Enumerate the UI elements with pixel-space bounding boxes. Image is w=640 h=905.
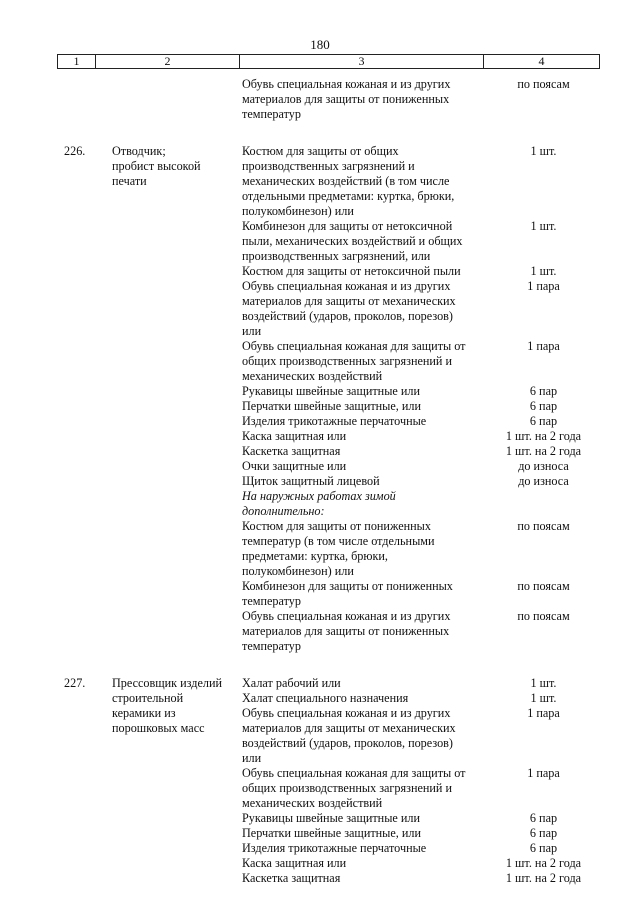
item-line: Обувь специальная кожаная для защиты от [242,766,466,780]
entry-number [0,77,112,122]
quantity-line: 1 шт. на 2 года [505,856,582,870]
item-line: дополнительно: [242,504,325,518]
profession-name [112,144,242,654]
quantity-line: 1 пара [527,339,560,353]
item-line: или [242,751,262,765]
item-line: полукомбинезон) или [242,204,354,218]
quantity-line: 6 пар [529,384,558,398]
item-line: механических воздействий [242,796,383,810]
item-quantity [486,811,601,826]
quantity-line: 6 пар [529,811,558,825]
item-line: Каскетка защитная [242,444,341,458]
item-line: Костюм для защиты от нетоксичной пыли [242,264,461,278]
item-line: пыли, механических воздействий и общих [242,234,463,248]
quantity-line: 1 шт. на 2 года [505,871,582,885]
quantity-line: 1 пара [527,706,560,720]
quantity-line: 1 шт. [530,691,557,705]
quantity-line: 1 шт. на 2 года [505,429,582,443]
item-line: механических воздействий [242,369,383,383]
items-column [242,144,601,654]
table-row [242,77,601,122]
item-quantity [486,414,601,429]
table-row [242,579,601,609]
item-quantity [486,871,601,886]
item-line: Обувь специальная кожаная и из других [242,609,451,623]
profession-name-line: строительной [112,691,184,705]
item-quantity [486,444,601,459]
item-line: Рукавицы швейные защитные или [242,384,420,398]
item-line: Костюм для защиты от общих [242,144,399,158]
item-line: материалов для защиты от пониженных [242,92,450,106]
table-row [242,609,601,654]
item-line: На наружных работах зимой [242,489,396,503]
item-line: воздействий (ударов, проколов, порезов) [242,309,453,323]
item-line: температур [242,639,301,653]
table-row [242,384,601,399]
item-line: Перчатки швейные защитные, или [242,826,422,840]
item-description [242,856,486,871]
item-description [242,144,486,219]
item-line: материалов для защиты от механических [242,294,456,308]
item-line: температур [242,107,301,121]
item-description [242,811,486,826]
table-row [242,144,601,219]
item-description [242,489,486,519]
item-line: материалов для защиты от механических [242,721,456,735]
table-entry [0,77,640,122]
table-entry [0,676,640,886]
item-line: температур (в том числе отдельными [242,534,435,548]
quantity-line: 1 шт. на 2 года [505,444,582,458]
profession-name-line: печати [112,174,147,188]
item-quantity [486,826,601,841]
item-line: Обувь специальная кожаная и из других [242,279,451,293]
item-line: температур [242,594,301,608]
item-line: Каскетка защитная [242,871,341,885]
item-description [242,399,486,414]
item-description [242,459,486,474]
item-quantity [486,519,601,579]
item-quantity [486,766,601,811]
item-description [242,676,486,691]
table-header [57,54,600,69]
item-line: предметами: куртка, брюки, [242,549,388,563]
item-line: Обувь специальная кожаная и из других [242,77,451,91]
table-row [242,811,601,826]
items-column [242,77,601,122]
item-line: Обувь специальная кожаная и из других [242,706,451,720]
table-row [242,264,601,339]
quantity-line: 1 пара [527,766,560,780]
quantity-line: 1 шт. [530,144,557,158]
item-quantity [486,841,601,856]
item-description [242,519,486,579]
quantity-line: 6 пар [529,399,558,413]
table-row [242,489,601,519]
item-quantity [486,579,601,609]
item-line: отдельными предметами: куртка, брюки, [242,189,455,203]
item-line: производственных загрязнений и [242,159,415,173]
item-line: или [242,324,262,338]
table-row [242,856,601,871]
item-quantity [486,219,601,264]
item-quantity [486,459,601,474]
table-row [242,841,601,856]
item-description [242,706,486,766]
item-description [242,77,486,122]
item-line: Перчатки швейные защитные, или [242,399,422,413]
header-col-2: 2 [96,55,240,68]
item-description [242,691,486,706]
item-description [242,264,486,339]
table-row [242,766,601,811]
table-row [242,429,601,444]
item-description [242,219,486,264]
item-description [242,444,486,459]
item-description [242,766,486,811]
table-row [242,519,601,579]
entry-gap [0,122,640,144]
table-row [242,414,601,429]
item-line: Рукавицы швейные защитные или [242,811,420,825]
item-line: производственных загрязнений, или [242,249,431,263]
item-line: Обувь специальная кожаная для защиты от [242,339,466,353]
item-quantity [486,706,601,766]
table-row [242,399,601,414]
item-quantity [486,609,601,654]
table-row [242,444,601,459]
entry-gap [0,654,640,676]
quantity-line: до износа [518,474,569,488]
quantity-line: 6 пар [529,414,558,428]
quantity-line: 1 шт. [530,676,557,690]
item-description [242,609,486,654]
profession-name-line: Отводчик; [112,144,166,158]
profession-name-line: керамики из [112,706,176,720]
table-row [242,676,601,691]
item-quantity [486,339,601,384]
item-description [242,339,486,384]
profession-name-line: пробист высокой [112,159,201,173]
quantity-line: 1 шт. [530,219,557,233]
table-body [0,77,640,886]
item-quantity [486,676,601,691]
item-description [242,474,486,489]
item-line: механических воздействий (в том числе [242,174,450,188]
quantity-line: по поясам [517,609,570,623]
table-row [242,871,601,886]
table-row [242,691,601,706]
table-row [242,474,601,489]
quantity-line: по поясам [517,519,570,533]
quantity-line: 6 пар [529,841,558,855]
item-line: Халат рабочий или [242,676,341,690]
item-quantity [486,399,601,414]
profession-name [112,77,242,122]
item-line: Комбинезон для защиты от нетоксичной [242,219,453,233]
quantity-line: по поясам [517,77,570,91]
item-quantity [486,489,601,519]
item-quantity [486,77,601,122]
item-quantity [486,144,601,219]
table-row [242,459,601,474]
item-description [242,429,486,444]
item-line: полукомбинезон) или [242,564,354,578]
item-description [242,826,486,841]
item-description [242,384,486,399]
item-quantity [486,384,601,399]
item-line: Каска защитная или [242,856,347,870]
item-quantity [486,856,601,871]
table-row [242,339,601,384]
item-line: Костюм для защиты от пониженных [242,519,431,533]
item-line: материалов для защиты от пониженных [242,624,450,638]
item-quantity [486,691,601,706]
item-line: Изделия трикотажные перчаточные [242,414,427,428]
item-line: Халат специального назначения [242,691,409,705]
header-col-1: 1 [58,55,96,68]
item-description [242,871,486,886]
item-description [242,579,486,609]
item-line: воздействий (ударов, проколов, порезов) [242,736,453,750]
profession-name-line: Прессовщик изделий [112,676,223,690]
items-column [242,676,601,886]
item-line: общих производственных загрязнений и [242,354,453,368]
quantity-line: 1 пара [527,279,560,293]
quantity-line: до износа [518,459,569,473]
table-entry [0,144,640,654]
table-row [242,219,601,264]
quantity-line: 6 пар [529,826,558,840]
item-quantity [486,429,601,444]
item-line: Изделия трикотажные перчаточные [242,841,427,855]
item-line: Очки защитные или [242,459,347,473]
entry-number: 227. [64,676,86,690]
profession-name-line: порошковых масс [112,721,205,735]
item-line: Щиток защитный лицевой [242,474,380,488]
item-line: Каска защитная или [242,429,347,443]
item-description [242,841,486,856]
item-line: общих производственных загрязнений и [242,781,453,795]
header-col-3: 3 [240,55,484,68]
item-quantity [486,474,601,489]
profession-name [112,676,242,886]
item-description [242,414,486,429]
quantity-line: 1 шт. [530,264,557,278]
item-quantity [486,264,601,339]
header-col-4: 4 [538,54,545,68]
quantity-line: по поясам [517,579,570,593]
table-row [242,826,601,841]
page-number: 180 [310,37,330,52]
entry-number: 226. [64,144,86,158]
table-row [242,706,601,766]
item-line: Комбинезон для защиты от пониженных [242,579,453,593]
